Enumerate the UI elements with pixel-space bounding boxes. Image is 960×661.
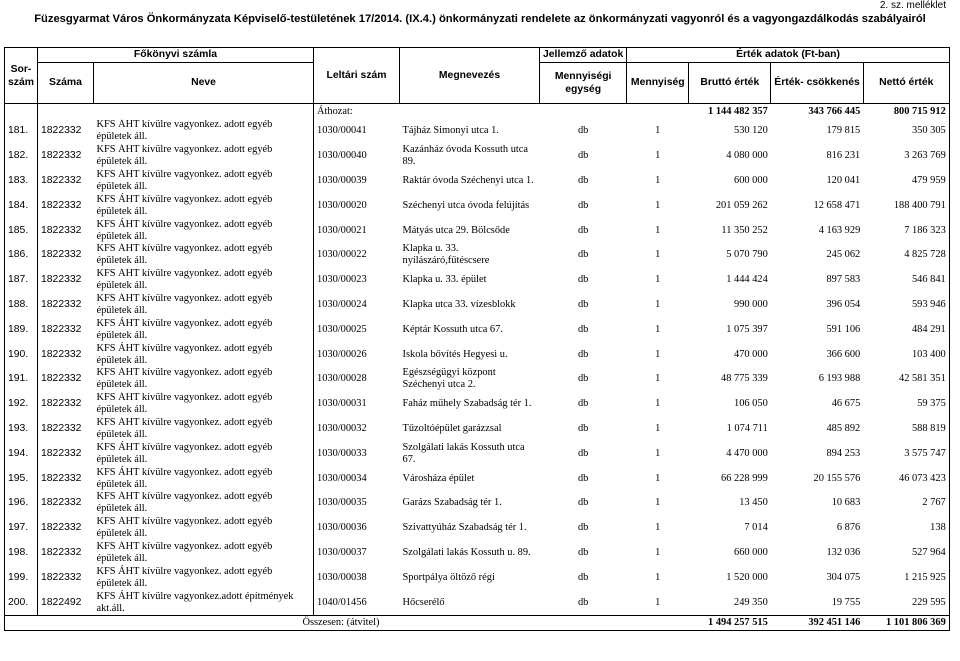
row-depreciation: 179 815 xyxy=(826,125,861,137)
row-unit: db xyxy=(577,199,589,211)
row-ledger-name: KFS ÁHT kívülre vagyonkez. adott egyéb épületek áll. xyxy=(94,367,314,392)
row-ledger-number: 1822332 xyxy=(41,150,82,162)
row-net: 527 964 xyxy=(863,541,949,566)
row-quantity: 1 xyxy=(655,274,661,286)
row-inventory-number: 1030/00021 xyxy=(317,224,367,236)
row-gross: 201 059 262 xyxy=(715,199,768,211)
row-gross: 470 000 xyxy=(734,348,768,360)
row-description: Kazánház óvoda Kossuth utca 89. xyxy=(402,144,529,168)
row-quantity: 1 xyxy=(655,373,661,385)
row-inventory-number: 1030/00034 xyxy=(317,472,367,484)
row-depreciation: 366 600 xyxy=(826,348,861,360)
row-gross: 48 775 339 xyxy=(721,373,768,385)
total-depreciation: 392 451 146 xyxy=(771,615,863,630)
row-seq: 195. xyxy=(5,466,38,491)
table-row xyxy=(5,417,950,442)
row-ledger-number: 1822332 xyxy=(41,348,82,360)
table-row xyxy=(5,317,950,342)
row-ledger-number: 1822332 xyxy=(41,373,82,385)
row-description: Raktár óvoda Széchenyi utca 1. xyxy=(402,174,534,186)
row-ledger-name: KFS ÁHT kívülre vagyonkez.adott építmények akt.áll. xyxy=(94,590,314,615)
row-depreciation: 897 583 xyxy=(826,274,861,286)
row-net: 350 305 xyxy=(863,119,949,144)
row-gross: 660 000 xyxy=(734,546,768,558)
table-row xyxy=(5,293,950,318)
row-depreciation: 6 876 xyxy=(836,522,861,534)
row-inventory-number: 1030/00028 xyxy=(317,373,367,385)
row-quantity: 1 xyxy=(655,422,661,434)
row-net: 2 767 xyxy=(863,491,949,516)
row-quantity: 1 xyxy=(655,298,661,310)
row-seq: 191. xyxy=(5,367,38,392)
header-net: Nettó érték xyxy=(863,63,949,104)
row-unit: db xyxy=(577,150,589,162)
row-depreciation: 485 892 xyxy=(826,422,861,434)
row-ledger-name: KFS ÁHT kívülre vagyonkez. adott egyéb épületek áll. xyxy=(94,541,314,566)
row-unit: db xyxy=(577,571,589,583)
row-depreciation: 6 193 988 xyxy=(818,373,861,385)
row-seq: 188. xyxy=(5,293,38,318)
row-seq: 184. xyxy=(5,193,38,218)
row-description: Klapka utca 33. vízesblokk xyxy=(402,298,516,310)
row-seq: 181. xyxy=(5,119,38,144)
row-unit: db xyxy=(577,274,589,286)
row-description: Szivattyúház Szabadság tér 1. xyxy=(402,522,527,534)
row-ledger-name: KFS ÁHT kívülre vagyonkez. adott egyéb épületek áll. xyxy=(94,342,314,367)
table-row xyxy=(5,243,950,268)
row-ledger-number: 1822332 xyxy=(41,472,82,484)
row-inventory-number: 1030/00024 xyxy=(317,298,367,310)
row-inventory-number: 1030/00023 xyxy=(317,274,367,286)
header-gross: Bruttó érték xyxy=(689,63,771,104)
row-depreciation: 46 675 xyxy=(831,398,861,410)
row-depreciation: 20 155 576 xyxy=(813,472,861,484)
row-quantity: 1 xyxy=(655,472,661,484)
row-ledger-name: KFS ÁHT kívülre vagyonkez. adott egyéb épületek áll. xyxy=(94,565,314,590)
carry-depreciation: 343 766 445 xyxy=(808,105,861,117)
header-ledger-name: Neve xyxy=(94,63,314,104)
row-gross: 66 228 999 xyxy=(721,472,768,484)
row-ledger-number: 1822332 xyxy=(41,447,82,459)
row-depreciation: 591 106 xyxy=(826,323,861,335)
row-description: Mátyás utca 29. Bölcsőde xyxy=(402,224,510,236)
header-description: Megnevezés xyxy=(400,48,540,104)
row-unit: db xyxy=(577,249,589,261)
row-seq: 185. xyxy=(5,218,38,243)
row-ledger-name: KFS ÁHT kívülre vagyonkez. adott egyéb épületek áll. xyxy=(94,441,314,466)
row-ledger-number: 1822332 xyxy=(41,224,82,236)
row-ledger-number: 1822332 xyxy=(41,125,82,137)
row-description: Garázs Szabadság tér 1. xyxy=(402,497,502,509)
row-net: 188 400 791 xyxy=(863,193,949,218)
row-description: Tűzoltóépület garázzsal xyxy=(402,422,502,434)
row-depreciation: 245 062 xyxy=(826,249,861,261)
row-inventory-number: 1030/00022 xyxy=(317,249,367,261)
row-ledger-number: 1822332 xyxy=(41,422,82,434)
row-unit: db xyxy=(577,323,589,335)
row-unit: db xyxy=(577,298,589,310)
row-ledger-name: KFS ÁHT kívülre vagyonkez. adott egyéb épületek áll. xyxy=(94,119,314,144)
row-gross: 1 075 397 xyxy=(726,323,768,335)
row-net: 103 400 xyxy=(863,342,949,367)
row-seq: 189. xyxy=(5,317,38,342)
row-ledger-name: KFS ÁHT kívülre vagyonkez. adott egyéb épületek áll. xyxy=(94,144,314,169)
row-seq: 198. xyxy=(5,541,38,566)
table-row xyxy=(5,268,950,293)
row-quantity: 1 xyxy=(655,348,661,360)
table-row xyxy=(5,491,950,516)
row-quantity: 1 xyxy=(655,571,661,583)
row-inventory-number: 1030/00035 xyxy=(317,497,367,509)
row-quantity: 1 xyxy=(655,249,661,261)
row-net: 229 595 xyxy=(863,590,949,615)
table-row xyxy=(5,193,950,218)
row-inventory-number: 1030/00032 xyxy=(317,422,367,434)
row-description: Szolgálati lakás Kossuth u. 89. xyxy=(402,546,531,558)
total-gross: 1 494 257 515 xyxy=(689,615,771,630)
row-inventory-number: 1030/00033 xyxy=(317,447,367,459)
table-row xyxy=(5,119,950,144)
row-unit: db xyxy=(577,472,589,484)
row-unit: db xyxy=(577,398,589,410)
row-net: 484 291 xyxy=(863,317,949,342)
row-ledger-name: KFS ÁHT kívülre vagyonkez. adott egyéb épületek áll. xyxy=(94,491,314,516)
row-quantity: 1 xyxy=(655,224,661,236)
row-quantity: 1 xyxy=(655,522,661,534)
row-ledger-number: 1822332 xyxy=(41,522,82,534)
row-ledger-name: KFS ÁHT kívülre vagyonkez. adott egyéb épületek áll. xyxy=(94,516,314,541)
row-unit: db xyxy=(577,373,589,385)
row-ledger-name: KFS ÁHT kívülre vagyonkez. adott egyéb épületek áll. xyxy=(94,169,314,194)
carry-label: Áthozat: xyxy=(317,105,353,117)
header-seq: Sor-szám xyxy=(5,48,38,104)
row-seq: 190. xyxy=(5,342,38,367)
row-quantity: 1 xyxy=(655,497,661,509)
row-ledger-name: KFS ÁHT kívülre vagyonkez. adott egyéb épületek áll. xyxy=(94,417,314,442)
row-gross: 1 074 711 xyxy=(726,422,768,434)
header-value-data: Érték adatok (Ft-ban) xyxy=(627,48,949,63)
asset-inventory-table xyxy=(4,47,950,631)
table-row xyxy=(5,565,950,590)
table-row xyxy=(5,541,950,566)
row-seq: 194. xyxy=(5,441,38,466)
row-quantity: 1 xyxy=(655,546,661,558)
table-row xyxy=(5,342,950,367)
row-unit: db xyxy=(577,422,589,434)
row-description: Tájház Simonyi utca 1. xyxy=(402,125,499,137)
row-inventory-number: 1030/00031 xyxy=(317,398,367,410)
row-inventory-number: 1030/00037 xyxy=(317,546,367,558)
row-seq: 199. xyxy=(5,565,38,590)
row-gross: 600 000 xyxy=(734,174,768,186)
row-gross: 5 070 790 xyxy=(726,249,768,261)
row-inventory-number: 1030/00039 xyxy=(317,174,367,186)
row-net: 1 215 925 xyxy=(863,565,949,590)
row-gross: 990 000 xyxy=(734,298,768,310)
row-unit: db xyxy=(577,546,589,558)
row-depreciation: 894 253 xyxy=(826,447,861,459)
total-row xyxy=(5,615,950,630)
row-seq: 192. xyxy=(5,392,38,417)
row-ledger-number: 1822332 xyxy=(41,571,82,583)
row-ledger-name: KFS ÁHT kívülre vagyonkez. adott egyéb épületek áll. xyxy=(94,293,314,318)
header-ledger: Főkönyvi számla xyxy=(38,48,314,63)
table-row xyxy=(5,144,950,169)
row-seq: 193. xyxy=(5,417,38,442)
row-inventory-number: 1030/00020 xyxy=(317,199,367,211)
row-net: 479 959 xyxy=(863,169,949,194)
row-net: 593 946 xyxy=(863,293,949,318)
row-seq: 197. xyxy=(5,516,38,541)
row-ledger-name: KFS ÁHT kívülre vagyonkez. adott egyéb épületek áll. xyxy=(94,392,314,417)
row-ledger-number: 1822332 xyxy=(41,323,82,335)
header-quantity: Mennyiség xyxy=(627,63,689,104)
row-quantity: 1 xyxy=(655,174,661,186)
row-quantity: 1 xyxy=(655,323,661,335)
carry-gross: 1 144 482 357 xyxy=(708,105,768,117)
row-net: 42 581 351 xyxy=(863,367,949,392)
row-net: 3 263 769 xyxy=(863,144,949,169)
row-net: 4 825 728 xyxy=(863,243,949,268)
row-inventory-number: 1030/00041 xyxy=(317,125,367,137)
row-unit: db xyxy=(577,224,589,236)
row-inventory-number: 1030/00036 xyxy=(317,522,367,534)
row-description: Széchenyi utca óvoda felújítás xyxy=(402,199,530,211)
row-depreciation: 12 658 471 xyxy=(813,199,861,211)
table-row xyxy=(5,466,950,491)
row-seq: 187. xyxy=(5,268,38,293)
header-depreciation: Érték- csökkenés xyxy=(771,63,863,104)
row-unit: db xyxy=(577,596,589,608)
row-gross: 4 080 000 xyxy=(726,150,768,162)
row-net: 59 375 xyxy=(863,392,949,417)
row-unit: db xyxy=(577,348,589,360)
header-ledger-number: Száma xyxy=(38,63,94,104)
row-quantity: 1 xyxy=(655,125,661,137)
table-row xyxy=(5,590,950,615)
row-depreciation: 19 755 xyxy=(831,596,861,608)
row-depreciation: 396 054 xyxy=(826,298,861,310)
row-gross: 1 444 424 xyxy=(726,274,768,286)
row-quantity: 1 xyxy=(655,447,661,459)
row-depreciation: 816 231 xyxy=(826,150,861,162)
row-quantity: 1 xyxy=(655,596,661,608)
row-ledger-number: 1822332 xyxy=(41,274,82,286)
row-ledger-name: KFS ÁHT kívülre vagyonkez. adott egyéb épületek áll. xyxy=(94,193,314,218)
row-ledger-name: KFS ÁHT kívülre vagyonkez. adott egyéb épületek áll. xyxy=(94,243,314,268)
row-description: Iskola bővítés Hegyesi u. xyxy=(402,348,508,360)
row-ledger-number: 1822332 xyxy=(41,546,82,558)
row-net: 138 xyxy=(863,516,949,541)
row-description: Klapka u. 33. épület xyxy=(402,274,487,286)
carry-net: 800 715 912 xyxy=(863,104,949,120)
row-seq: 182. xyxy=(5,144,38,169)
row-net: 588 819 xyxy=(863,417,949,442)
table-row xyxy=(5,441,950,466)
row-quantity: 1 xyxy=(655,199,661,211)
row-inventory-number: 1040/01456 xyxy=(317,596,367,608)
table-row xyxy=(5,516,950,541)
total-net: 1 101 806 369 xyxy=(863,615,949,630)
row-gross: 4 470 000 xyxy=(726,447,768,459)
row-description: Szolgálati lakás Kossuth utca 67. xyxy=(402,441,525,465)
header-characteristic: Jellemző adatok xyxy=(540,48,627,63)
row-depreciation: 304 075 xyxy=(826,571,861,583)
row-depreciation: 10 683 xyxy=(831,497,861,509)
row-gross: 11 350 252 xyxy=(721,224,768,236)
row-description: Faház műhely Szabadság tér 1. xyxy=(402,398,532,410)
row-depreciation: 120 041 xyxy=(826,174,861,186)
row-inventory-number: 1030/00026 xyxy=(317,348,367,360)
row-ledger-number: 1822332 xyxy=(41,249,82,261)
row-unit: db xyxy=(577,174,589,186)
row-ledger-number: 1822332 xyxy=(41,398,82,410)
row-description: Sportpálya öltöző régi xyxy=(402,571,495,583)
row-ledger-number: 1822492 xyxy=(41,596,82,608)
row-description: Egészségügyi központ Széchenyi utca 2. xyxy=(402,367,496,391)
row-gross: 7 014 xyxy=(744,522,768,534)
row-ledger-number: 1822332 xyxy=(41,298,82,310)
row-ledger-number: 1822332 xyxy=(41,174,82,186)
row-gross: 249 350 xyxy=(734,596,768,608)
row-unit: db xyxy=(577,125,589,137)
row-ledger-name: KFS ÁHT kívülre vagyonkez. adott egyéb épületek áll. xyxy=(94,466,314,491)
carry-forward-row xyxy=(5,104,950,120)
table-row xyxy=(5,218,950,243)
row-inventory-number: 1030/00038 xyxy=(317,571,367,583)
row-inventory-number: 1030/00025 xyxy=(317,323,367,335)
row-depreciation: 132 036 xyxy=(826,546,861,558)
row-net: 3 575 747 xyxy=(863,441,949,466)
row-seq: 196. xyxy=(5,491,38,516)
row-ledger-name: KFS ÁHT kívülre vagyonkez. adott egyéb épületek áll. xyxy=(94,317,314,342)
row-gross: 106 050 xyxy=(734,398,768,410)
row-unit: db xyxy=(577,522,589,534)
row-ledger-number: 1822332 xyxy=(41,199,82,211)
row-depreciation: 4 163 929 xyxy=(818,224,861,236)
row-quantity: 1 xyxy=(655,150,661,162)
row-net: 46 073 423 xyxy=(863,466,949,491)
row-description: Hőcserélő xyxy=(402,596,445,608)
annex-label: 2. sz. melléklet xyxy=(879,0,946,11)
table-row xyxy=(5,392,950,417)
row-ledger-name: KFS ÁHT kívülre vagyonkez. adott egyéb épületek áll. xyxy=(94,218,314,243)
row-unit: db xyxy=(577,497,589,509)
row-unit: db xyxy=(577,447,589,459)
row-gross: 1 520 000 xyxy=(726,571,768,583)
row-ledger-name: KFS ÁHT kívülre vagyonkez. adott egyéb épületek áll. xyxy=(94,268,314,293)
row-net: 7 186 323 xyxy=(863,218,949,243)
row-net: 546 841 xyxy=(863,268,949,293)
header-inventory: Leltári szám xyxy=(314,48,400,104)
row-description: Városháza épület xyxy=(402,472,475,484)
document-title: Füzesgyarmat Város Önkormányzata Képviselő-testületének 17/2014. (IX.4.) önkormányzati rendelete az önkormányzati vagyonról és a vagyongazdálkodás szabályairól xyxy=(34,13,926,25)
row-seq: 183. xyxy=(5,169,38,194)
row-seq: 200. xyxy=(5,590,38,615)
table-row xyxy=(5,169,950,194)
row-ledger-number: 1822332 xyxy=(41,497,82,509)
row-description: Képtár Kossuth utca 67. xyxy=(402,323,503,335)
row-gross: 13 450 xyxy=(739,497,768,509)
row-quantity: 1 xyxy=(655,398,661,410)
row-gross: 530 120 xyxy=(734,125,768,137)
total-label: Összesen: (átvitel) xyxy=(5,615,540,630)
row-description: Klapka u. 33. nyílászáró,fűtéscsere xyxy=(402,243,490,267)
row-seq: 186. xyxy=(5,243,38,268)
row-inventory-number: 1030/00040 xyxy=(317,150,367,162)
table-row xyxy=(5,367,950,392)
header-unit: Mennyiségi egység xyxy=(540,63,627,104)
